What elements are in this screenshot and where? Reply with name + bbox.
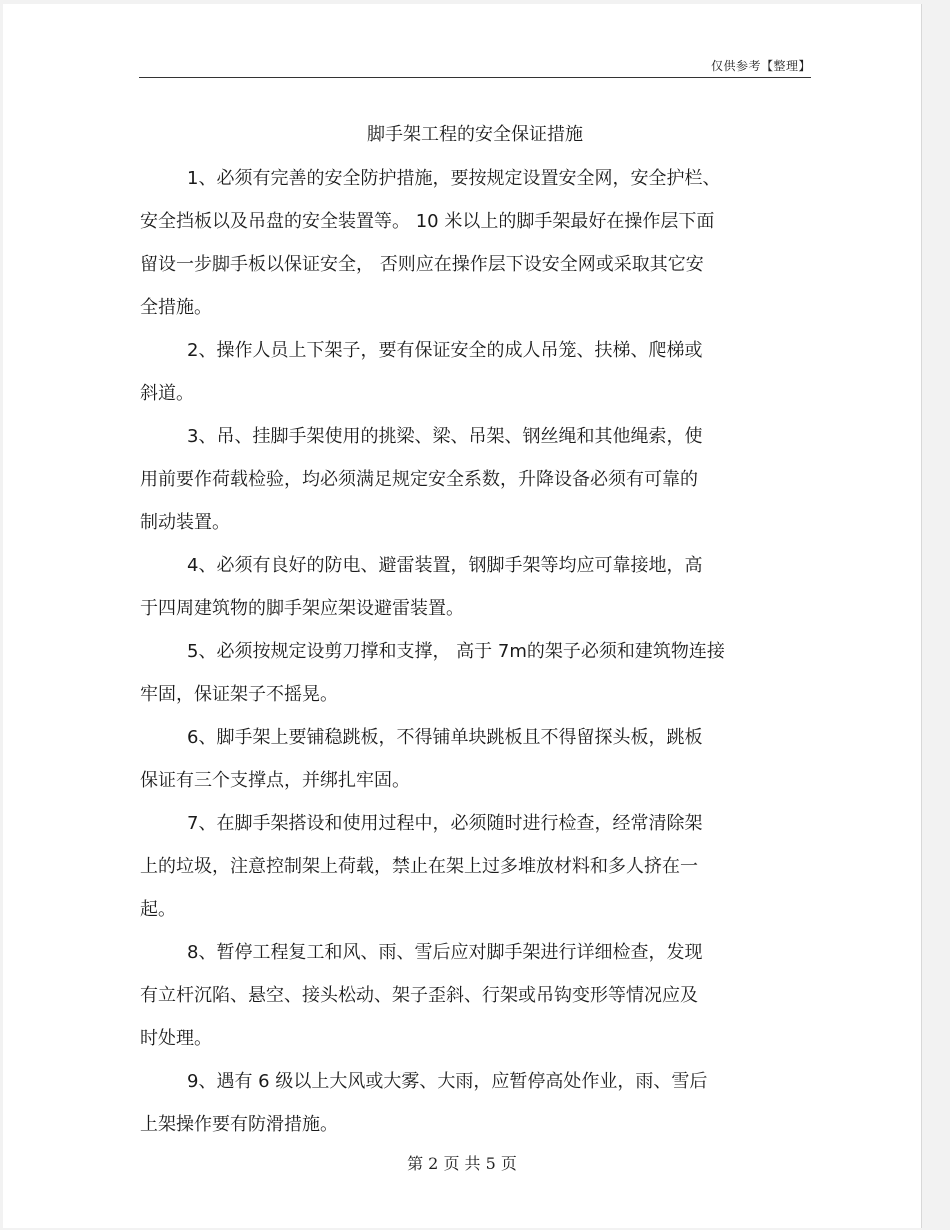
paragraph-line: 牢固，保证架子不摇晃。 — [140, 684, 338, 705]
paragraph-9 — [140, 1060, 820, 1146]
paragraph-line: 8、暂停工程复工和风、雨、雪后应对脚手架进行详细检查，发现 — [187, 942, 703, 963]
paragraph-line: 9、遇有 6 级以上大风或大雾、大雨，应暂停高处作业，雨、雪后 — [187, 1071, 708, 1092]
paragraph-line: 保证有三个支撑点，并绑扎牢固。 — [140, 770, 410, 791]
paragraph-line: 留设一步脚手板以保证安全， 否则应在操作层下设安全网或采取其它安 — [140, 254, 704, 275]
paragraph-line: 时处理。 — [140, 1028, 212, 1049]
paragraph-6 — [140, 716, 820, 802]
page-number: 第 2 页 共 5 页 — [407, 1154, 517, 1173]
paragraph-line: 安全挡板以及吊盘的安全装置等。 10 米以上的脚手架最好在操作层下面 — [140, 211, 715, 232]
document-body — [140, 157, 820, 1146]
paragraph-line: 上的垃圾，注意控制架上荷载，禁止在架上过多堆放材料和多人挤在一 — [140, 856, 698, 877]
paragraph-line: 5、必须按规定设剪刀撑和支撑， 高于 7m的架子必须和建筑物连接 — [187, 641, 725, 662]
header-note: 仅供参考【整理】 — [710, 59, 811, 73]
header-divider — [139, 77, 811, 78]
paragraph-line: 全措施。 — [140, 297, 212, 318]
paragraph-3 — [140, 415, 820, 544]
paragraph-line: 3、吊、挂脚手架使用的挑梁、梁、吊架、钢丝绳和其他绳索，使 — [187, 426, 703, 447]
paragraph-line: 起。 — [140, 899, 176, 920]
document-title: 脚手架工程的安全保证措施 — [367, 124, 583, 145]
paragraph-8 — [140, 931, 820, 1060]
paragraph-1 — [140, 157, 820, 329]
paragraph-4 — [140, 544, 820, 630]
paragraph-2 — [140, 329, 820, 415]
document-page — [3, 4, 922, 1228]
paragraph-line: 4、必须有良好的防电、避雷装置，钢脚手架等均应可靠接地，高 — [187, 555, 703, 576]
paragraph-line: 于四周建筑物的脚手架应架设避雷装置。 — [140, 598, 464, 619]
paragraph-line: 制动装置。 — [140, 512, 230, 533]
paragraph-line: 有立杆沉陷、悬空、接头松动、架子歪斜、行架或吊钩变形等情况应及 — [140, 985, 698, 1006]
paragraph-line: 6、脚手架上要铺稳跳板，不得铺单块跳板且不得留探头板，跳板 — [187, 727, 703, 748]
paragraph-line: 用前要作荷载检验，均必须满足规定安全系数，升降设备必须有可靠的 — [140, 469, 698, 490]
paragraph-7 — [140, 802, 820, 931]
paragraph-line: 1、必须有完善的安全防护措施，要按规定设置安全网，安全护栏、 — [187, 168, 721, 189]
paragraph-5 — [140, 630, 820, 716]
paragraph-line: 2、操作人员上下架子，要有保证安全的成人吊笼、扶梯、爬梯或 — [187, 340, 703, 361]
paragraph-line: 斜道。 — [140, 383, 194, 404]
paragraph-line: 7、在脚手架搭设和使用过程中，必须随时进行检查，经常清除架 — [187, 813, 703, 834]
paragraph-line: 上架操作要有防滑措施。 — [140, 1114, 338, 1135]
